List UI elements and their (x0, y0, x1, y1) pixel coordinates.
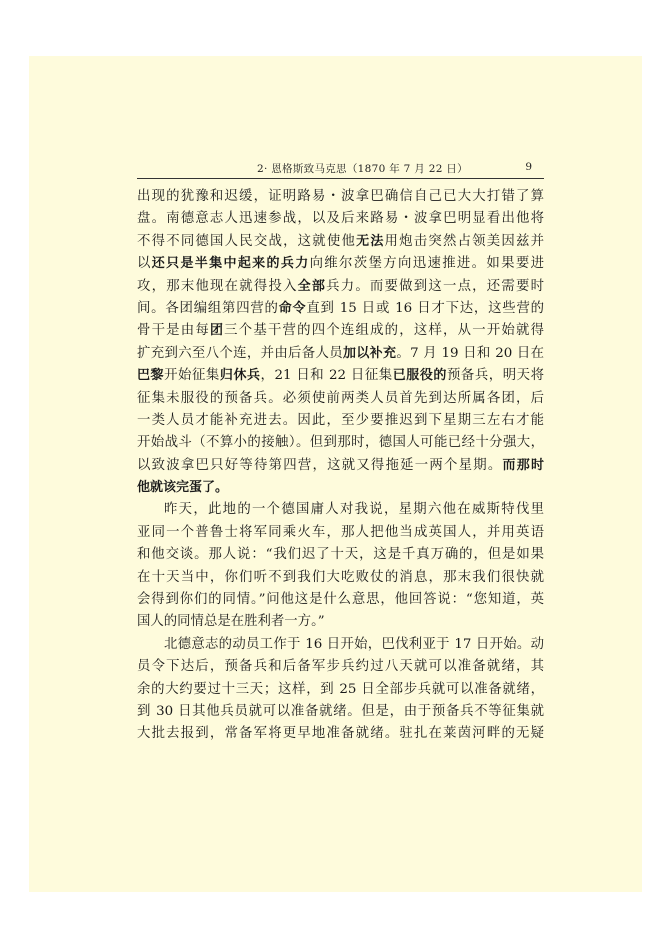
page-number: 9 (525, 161, 532, 173)
text-line (137, 320, 544, 342)
text-run: 以致波拿巴只好等待第四营，这就又得拖延一两个星期。 (137, 457, 503, 473)
text-run: 直到 15 日或 16 日才下达，这些营的 (306, 300, 545, 316)
text-run: 骨干是由每 (137, 323, 210, 339)
emphasis-text: 而那时 (502, 457, 544, 473)
text-run: 兵力。而要做到这一点，还需要时 (326, 278, 544, 294)
emphasis-text: 命令 (278, 300, 307, 316)
text-run: 和他交谈。那人说：“我们迟了十天，这是千真万确的，但是如果 (137, 547, 544, 563)
emphasis-text: 归休兵 (219, 368, 261, 384)
text-run: 员令下达后，预备兵和后备军步兵约过八天就可以准备就绪，其 (137, 659, 544, 675)
emphasis-text: 团 (209, 323, 225, 339)
text-run: ，21 日和 22 日征集 (260, 368, 393, 384)
text-line (137, 499, 544, 521)
text-run: 北德意志的动员工作于 16 日开始，巴伐利亚于 17 日开始。动 (164, 636, 544, 652)
text-run: 预备兵，明天将 (446, 368, 544, 384)
text-line (137, 522, 544, 544)
text-line (137, 544, 544, 566)
text-run: 三个基干营的四个连组成的，这样，从一开始就得 (224, 323, 544, 339)
body-text (137, 186, 544, 746)
text-line (137, 723, 544, 745)
text-run: 以 (137, 256, 152, 272)
text-line (137, 186, 544, 208)
text-run: 盘。南德意志人迅速参战，以及后来路易・波拿巴明显看出他将 (137, 211, 544, 227)
text-run: 攻，那末他现在就得投入 (137, 278, 298, 294)
text-line (137, 410, 544, 432)
text-run: 征集未服役的预备兵。必须使前两类人员首先到达所属各团，后 (137, 390, 544, 406)
emphasis-text: 还只是半集中起来的兵力 (151, 256, 310, 272)
text-line (137, 388, 544, 410)
text-line (137, 455, 544, 477)
emphasis-text: 无法 (356, 233, 385, 249)
text-run: 大批去报到，常备军将更早地准备就绪。驻扎在莱茵河畔的无疑 (137, 726, 544, 742)
text-run: 亚同一个普鲁士将军同乘火车，那人把他当成英国人，并用英语 (137, 524, 544, 540)
text-run: 间。各团编组第四营的 (137, 300, 279, 316)
text-line (137, 365, 544, 387)
text-run: 开始战斗（不算小的接触）。但到那时，德国人可能已经十分强大， (137, 435, 544, 451)
text-run: 不得不同德国人民交战，这就使他 (137, 233, 357, 249)
text-line (137, 298, 544, 320)
emphasis-text: 加以补充 (342, 345, 397, 361)
emphasis-text: 已服役的 (392, 368, 447, 384)
text-line (137, 656, 544, 678)
emphasis-text: 他就该完蛋了。 (137, 480, 229, 496)
text-run: 。7 月 19 日和 20 日在 (396, 345, 544, 361)
text-run: 向维尔茨堡方向迅速推进。如果要进 (309, 256, 545, 272)
text-line (137, 432, 544, 454)
emphasis-text: 全部 (297, 278, 327, 294)
text-run: 一类人员才能补充进去。因此，至少要推迟到下星期三左右才能 (137, 412, 544, 428)
text-run: 国人的同情总是在胜利者一方。” (137, 614, 325, 630)
running-header (137, 158, 544, 179)
text-line (137, 589, 544, 611)
text-run: 会得到你们的同情。”问他这是什么意思，他回答说：“您知道，英 (137, 592, 544, 608)
text-run: 开始征集 (164, 368, 220, 384)
text-line (137, 634, 544, 656)
text-line (137, 276, 544, 298)
text-line (137, 567, 544, 589)
text-run: 余的大约要过十三天；这样，到 25 日全部步兵就可以准备就绪， (137, 681, 544, 697)
text-run: 用炮击突然占领美因兹并 (384, 233, 545, 249)
text-run: 昨天，此地的一个德国庸人对我说，星期六他在威斯特伐里 (164, 502, 544, 518)
emphasis-text: 巴黎 (137, 368, 165, 384)
text-line (137, 611, 544, 633)
text-run: 出现的犹豫和迟缓，证明路易・波拿巴确信自己已大大打错了算 (137, 189, 544, 204)
text-line (137, 208, 544, 230)
text-line (137, 253, 544, 275)
text-line (137, 701, 544, 723)
text-line (137, 679, 544, 701)
header-title: 2· 恩格斯致马克思（1870 年 7 月 22 日） (257, 163, 468, 175)
text-run: 在十天当中，你们听不到我们大吃败仗的消息，那末我们很快就 (137, 569, 544, 585)
text-line (137, 477, 544, 499)
text-run: 到 30 日其他兵员就可以准备就绪。但是，由于预备兵不等征集就 (137, 703, 544, 719)
text-run: 扩充到六至八个连，并由后备人员 (137, 345, 343, 361)
text-line (137, 231, 544, 253)
text-line (137, 343, 544, 365)
